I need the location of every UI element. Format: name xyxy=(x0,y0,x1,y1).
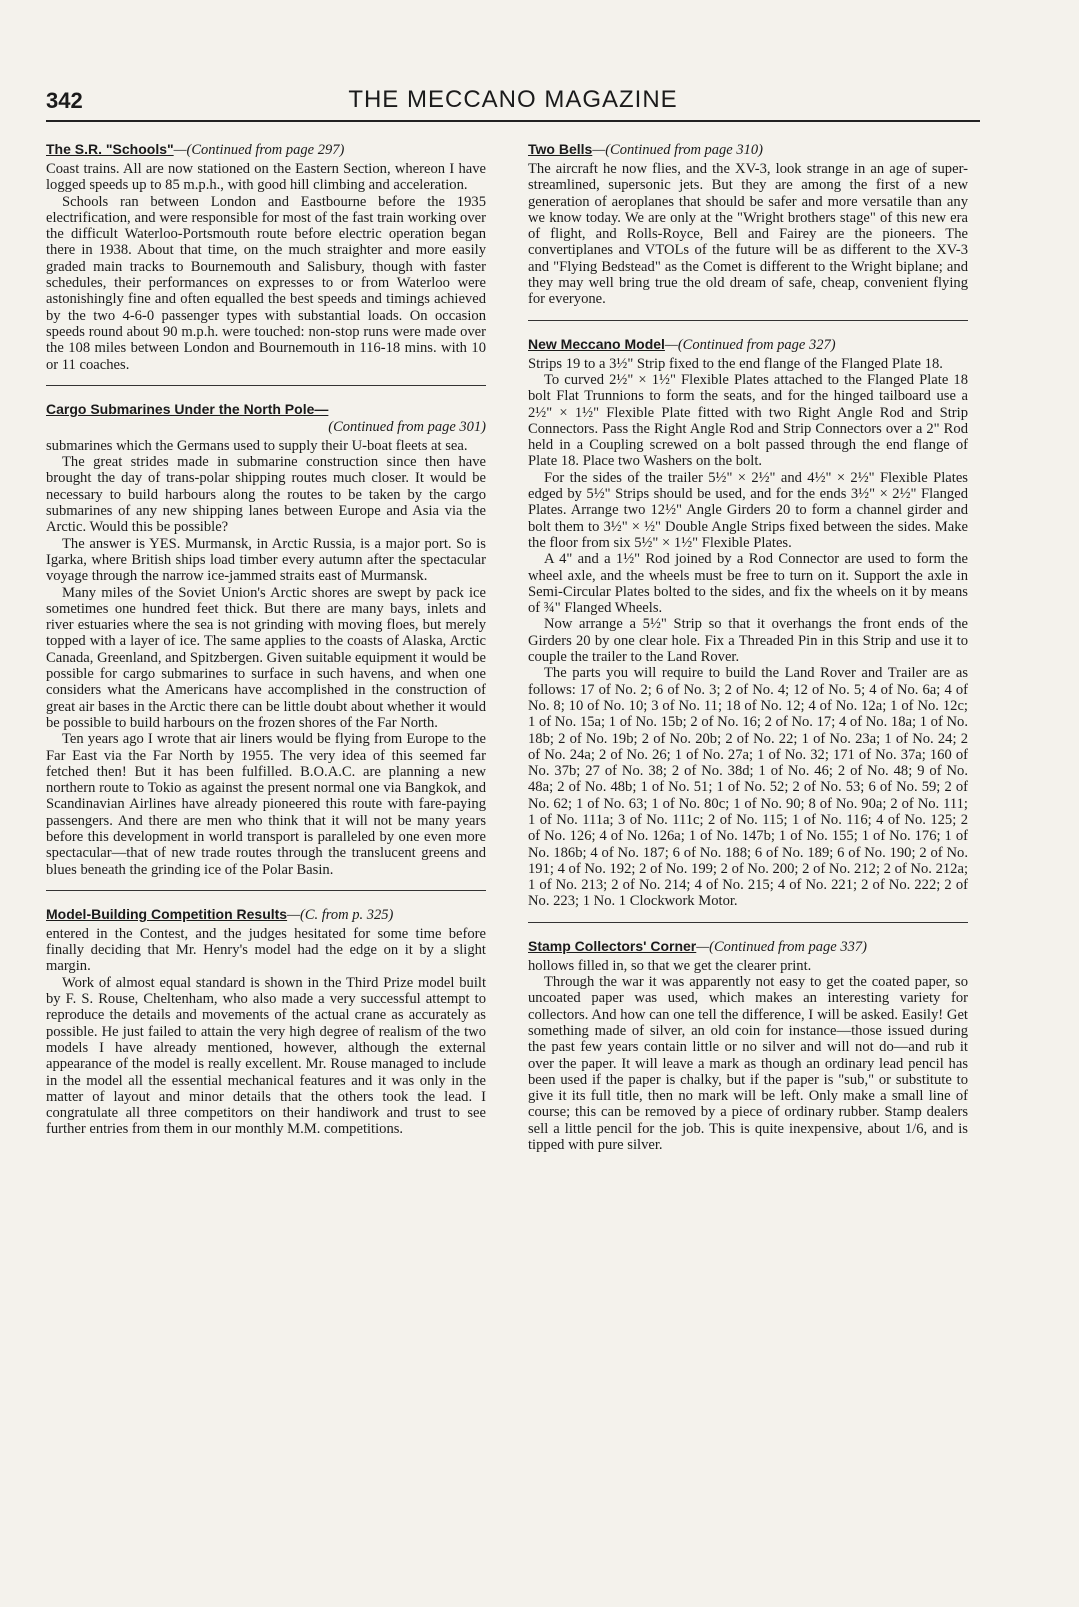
article-paragraph: Now arrange a 5½" Strip so that it overhangs the front ends of the Girders 20 by one clear hole. Fix a Threaded Pin in this Strip and use it to couple the trailer to the Land Rover. xyxy=(528,616,968,666)
article-paragraph: The answer is YES. Murmansk, in Arctic Russia, is a major port. So is Igarka, where British ships load timber every autumn after the spectacular voyage through the narrow ice-jammed straits east of Murmansk. xyxy=(46,535,486,585)
magazine-title: THE MECCANO MAGAZINE xyxy=(348,86,678,113)
left-column xyxy=(46,140,486,1138)
continued-from-note: —(Continued from page 327) xyxy=(664,336,836,353)
article-heading xyxy=(46,400,486,436)
continued-from-note: —(Continued from page 310) xyxy=(592,142,763,158)
article-heading xyxy=(46,905,486,924)
article-paragraph: Work of almost equal standard is shown in the Third Prize model built by F. S. Rouse, Cheltenham, who also made a very successful attempt to reproduce the details and movements of the actual crane as accurately as possible. He just failed to attain the very high degree of realism of the two models I have already mentioned, however, although the external appearance of the model is really excellent. Mr. Rouse managed to include in the model all the essential mechanical features and it was only in the matter of layout and minor details that the others took the lead. I congratulate all three competitors on their handiwork and trust to see further entries from them in our monthly M.M. competitions. xyxy=(46,974,486,1138)
continued-from-note: —(C. from p. 325) xyxy=(287,906,394,923)
article xyxy=(46,890,486,1138)
article-title: Model-Building Competition Results xyxy=(46,905,288,922)
article-title: Cargo Submarines Under the North Pole— xyxy=(46,400,329,417)
article-paragraph: submarines which the Germans used to supply their U-boat fleets at sea. xyxy=(46,437,468,454)
article-paragraph: A 4" and a 1½" Rod joined by a Rod Connector are used to form the wheel axle, and the wheels must be free to turn on it. Support the axle in Semi-Circular Plates bolted to the sides, and fix the wheels on it by means of ¾" Flanged Wheels. xyxy=(528,551,968,617)
article-title: Stamp Collectors' Corner xyxy=(528,937,697,954)
article-paragraph: To curved 2½" × 1½" Flexible Plates attached to the Flanged Plate 18 bolt Flat Trunnions to form the seats, and for the hinged tailboard use a 2½" × 1½" Flexible Plate fitted with two Right Angle Rod and Strip Connectors. Pass the Right Angle Rod and Strip Connectors over a 2" Rod held in a Coupling screwed on a bolt passed through the end flange of Plate 18. Place two Washers on the bolt. xyxy=(528,371,968,470)
article-title: Two Bells xyxy=(528,141,593,157)
article xyxy=(46,385,486,878)
article-paragraph: For the sides of the trailer 5½" × 2½" and 4½" × 2½" Flexible Plates edged by 5½" Strips should be used, and for the ends 3½" × 2½" Flanged Plates. Arrange two 12½" Angle Girders 20 to form a channel girder and bolt them to 3½" × ½" Double Angle Strips fixed between the sides. Make the floor from six 5½" × 1½" Flexible Plates. xyxy=(528,469,968,551)
article-paragraph: The great strides made in submarine construction since then have brought the day of trans-polar shipping routes much closer. It would be necessary to build harbours along the routes to be taken by the cargo submarines of any new shipping lanes between Europe and Asia via the Arctic. Would this be possible? xyxy=(46,454,486,536)
article-paragraph: Strips 19 to a 3½" Strip fixed to the end flange of the Flanged Plate 18. xyxy=(528,355,943,372)
article-paragraph: Ten years ago I wrote that air liners would be flying from Europe to the Far East via the Far North by 1955. The very idea of this seemed far fetched then! But it has been fulfilled. B.O.A.C. are planning a new northern route to Tokio as against the present normal one via Bangkok, and Scandinavian Airlines have already pioneered this route with fare-paying passengers. And there are men who think that it will not be many years before this development in world transport is paralleled by one even more spectacular—that of new trade routes through the translucent greens and blues beneath the grinding ice of the Polar Basin. xyxy=(46,731,486,878)
right-column xyxy=(528,140,968,1153)
article-paragraph: Many miles of the Soviet Union's Arctic shores are swept by pack ice sometimes one hundred feet thick. But there are many bays, inlets and river estuaries where the sea is not grinding with moving floes, but merely topped with a layer of ice. The same applies to the coasts of Alaska, Arctic Canada, Greenland, and Spitzbergen. Given suitable equipment it would be possible for cargo submarines to surface in such havens, and when one considers what the Americans have accomplished in the construction of great air bases in the Arctic there can be little doubt about whether it would be possible to build harbours on the frozen shores of the Far North. xyxy=(46,584,486,731)
continued-from-note: (Continued from page 301) xyxy=(328,418,486,435)
article-heading xyxy=(528,335,968,354)
article-heading xyxy=(46,140,486,159)
article-paragraph: hollows filled in, so that we get the clearer print. xyxy=(528,957,812,974)
article-paragraph: entered in the Contest, and the judges hesitated for some time before finally deciding that Mr. Henry's model had the edge on it by a slight margin. xyxy=(46,925,486,975)
article-heading xyxy=(528,937,968,956)
article-heading xyxy=(528,140,968,159)
article-paragraph: Coast trains. All are now stationed on the Eastern Section, whereon I have logged speeds up to 85 m.p.h., with good hill climbing and acceleration. xyxy=(46,161,486,194)
continued-from-note: —(Continued from page 337) xyxy=(696,938,867,955)
article-paragraph: The aircraft he now flies, and the XV-3, look strange in an age of super-streamlined, supersonic jets. But they are among the first of a new generation of aeroplanes that should be safer and more versatile than any we know today. We are only at the "Wright brothers stage" of this new era of flight, and Rolls-Royce, Bell and Fairey are the pioneers. The convertiplanes and VTOLs of the future will be as different to the XV-3 and "Flying Bedstead" as the Comet is different to the Wright biplane; and they may well bring true the old dream of safe, cheap, convenient flying for everyone. xyxy=(528,161,968,308)
article-title: The S.R. "Schools" xyxy=(46,141,174,157)
article xyxy=(528,140,968,308)
article-title: New Meccano Model xyxy=(528,335,665,352)
article-paragraph: Schools ran between London and Eastbourne before the 1935 electrification, and were responsible for most of the fast train working over the difficult Waterloo-Portsmouth route before electric operation began there in 1938. About that time, on the much straighter and more easily graded main tracks to Bournemouth and Salisbury, though with faster schedules, their performances on expresses to or from Waterloo were astonishingly fine and often equalled the best speeds and timings achieved by the two 4-6-0 passenger types with substantial loads. On occasion speeds round about 90 m.p.h. were touched: non-stop runs were made over the 108 miles between London and Bournemouth in 116-18 mins. with 10 or 11 coaches. xyxy=(46,193,486,373)
continued-from-note: —(Continued from page 297) xyxy=(173,142,345,158)
article xyxy=(46,140,486,373)
article-paragraph: Through the war it was apparently not easy to get the coated paper, so uncoated paper was used, which makes an interesting variety for collectors. And how can one tell the difference, I will be asked. Easily! Get something made of silver, an old coin for instance—those issued during the past few years contain little or no silver and will not do—and rub it over the paper. It will leave a mark as though an ordinary lead pencil has been used if the paper is chalky, but if the paper is "sub," or substitute to give it its full title, then no mark will be left. Only make a small line of course; this can be removed by a piece of ordinary rubber. Stamp dealers sell a little pencil for the job. This is quite inexpensive, about 1/6, and is tipped with pure silver. xyxy=(528,974,968,1154)
article xyxy=(528,320,968,910)
page-header xyxy=(46,86,980,122)
article-paragraph: The parts you will require to build the Land Rover and Trailer are as follows: 17 of No. 2; 6 of No. 3; 2 of No. 4; 12 of No. 5; 4 of No. 6a; 4 of No. 8; 10 of No. 10; 3 of No. 11; 18 of No. 12; 4 of No. 12a; 1 of No. 12c; 1 of No. 15a; 1 of No. 15b; 2 of No. 16; 2 of No. 17; 4 of No. 18a; 1 of No. 18b; 2 of No. 19b; 2 of No. 20b; 2 of No. 22; 1 of No. 23a; 1 of No. 24; 2 of No. 24a; 2 of No. 26; 1 of No. 27a; 1 of No. 32; 171 of No. 37a; 160 of No. 37b; 27 of No. 38; 2 of No. 38d; 1 of No. 46; 2 of No. 48; 9 of No. 48a; 2 of No. 48b; 1 of No. 51; 1 of No. 52; 2 of No. 53; 6 of No. 59; 2 of No. 62; 1 of No. 63; 1 of No. 80c; 1 of No. 90; 8 of No. 90a; 2 of No. 111; 1 of No. 111a; 3 of No. 111c; 2 of No. 115; 1 of No. 116; 4 of No. 125; 2 of No. 126; 4 of No. 126a; 1 of No. 147b; 1 of No. 155; 1 of No. 176; 1 of No. 186b; 4 of No. 187; 6 of No. 188; 6 of No. 189; 6 of No. 190; 2 of No. 191; 4 of No. 192; 2 of No. 199; 2 of No. 200; 2 of No. 212; 2 of No. 212a; 1 of No. 213; 2 of No. 214; 4 of No. 215; 4 of No. 221; 2 of No. 222; 2 of No. 223; 1 No. 1 Clockwork Motor. xyxy=(528,665,968,910)
article xyxy=(528,922,968,1154)
page-number: 342 xyxy=(46,88,83,113)
